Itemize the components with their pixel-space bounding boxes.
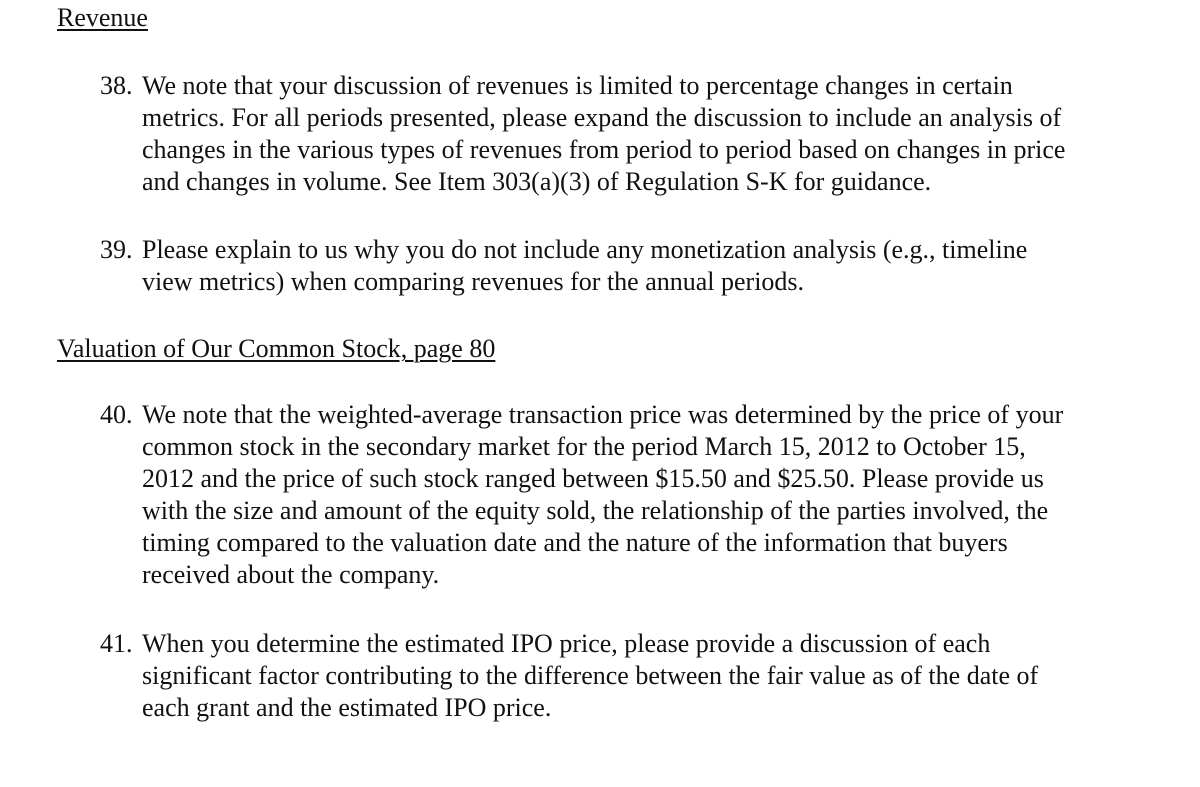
comment-line: Please explain to us why you do not include any monetization analysis (e.g., timeline <box>142 235 1028 264</box>
comment-line: common stock in the secondary market for the period March 15, 2012 to October 15, <box>142 432 1026 461</box>
comment-number: 39. <box>100 235 133 264</box>
comment-number: 40. <box>100 400 133 429</box>
comment-number: 38. <box>100 71 133 100</box>
comment-40 <box>100 399 1185 591</box>
comment-line: and changes in volume. See Item 303(a)(3) of Regulation S-K for guidance. <box>142 167 932 196</box>
comment-line: significant factor contributing to the difference between the fair value as of the date of <box>142 661 1039 690</box>
comment-line: changes in the various types of revenues from period to period based on changes in price <box>142 135 1066 164</box>
comment-39 <box>100 234 1185 298</box>
comment-41 <box>100 628 1185 724</box>
comment-38 <box>100 70 1185 198</box>
comment-line: We note that the weighted-average transaction price was determined by the price of your <box>142 400 1064 429</box>
comment-line: timing compared to the valuation date and the nature of the information that buyers <box>142 528 1008 557</box>
section-heading-revenue: Revenue <box>57 3 148 32</box>
comment-line: with the size and amount of the equity sold, the relationship of the parties involved, the <box>142 496 1049 525</box>
comment-line: metrics. For all periods presented, please expand the discussion to include an analysis of <box>142 103 1062 132</box>
comment-line: view metrics) when comparing revenues for the annual periods. <box>142 267 805 296</box>
comment-line: 2012 and the price of such stock ranged between $15.50 and $25.50. Please provide us <box>142 464 1044 493</box>
comment-line: received about the company. <box>142 560 440 589</box>
section-heading-valuation: Valuation of Our Common Stock, page 80 <box>57 334 496 363</box>
comment-line: each grant and the estimated IPO price. <box>142 693 552 722</box>
comment-number: 41. <box>100 629 133 658</box>
comment-line: We note that your discussion of revenues is limited to percentage changes in certain <box>142 71 1013 100</box>
comment-line: When you determine the estimated IPO price, please provide a discussion of each <box>142 629 991 658</box>
